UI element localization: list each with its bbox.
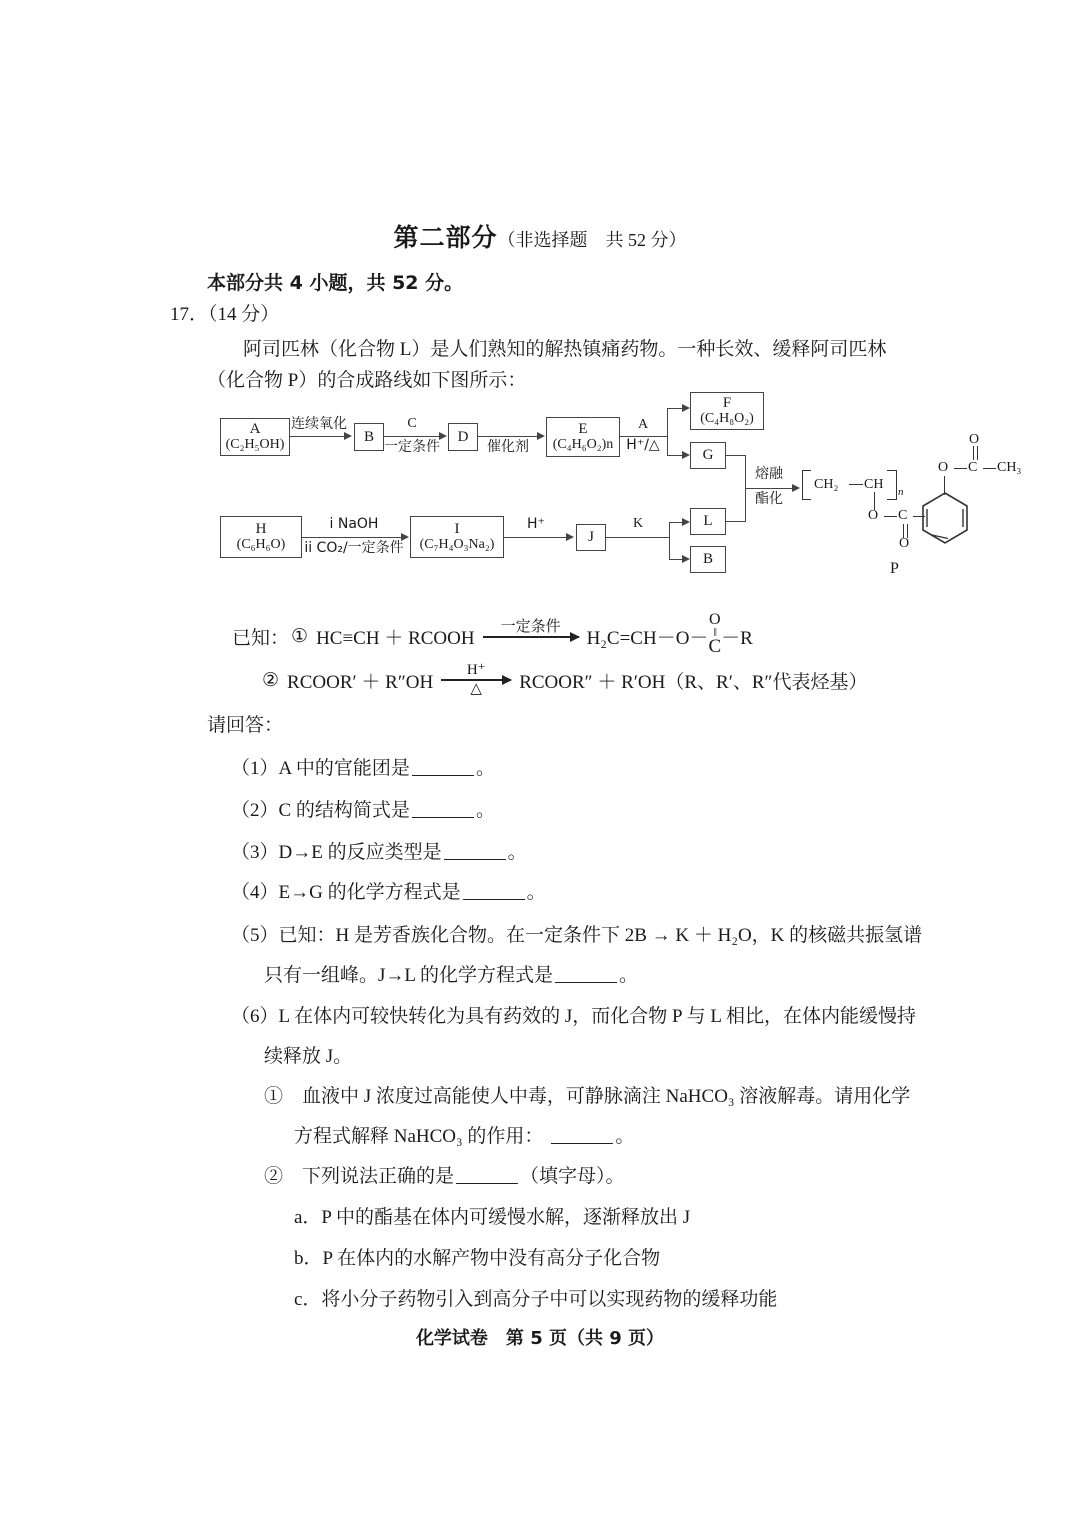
question-5-period: 。 <box>619 965 639 986</box>
known-eq2-condition-above: H⁺ <box>466 662 486 678</box>
question-5-line-2 <box>264 960 638 987</box>
question-4-period: 。 <box>526 882 546 903</box>
question-1-blank[interactable] <box>412 758 474 776</box>
condition-I-to-J: H⁺ <box>527 516 545 532</box>
branch-J-to-L-line <box>669 522 683 523</box>
polymer-P-structure <box>724 420 1022 577</box>
known-eq1-reactants: HC≡CH ＋ RCOOH <box>316 628 475 649</box>
node-A-formula: (C₂H₅OH) <box>225 437 285 452</box>
question-4 <box>231 877 546 904</box>
known-eq1-carbonyl-C: C <box>708 636 722 657</box>
bond-c-dbl-o-top-1 <box>973 446 974 460</box>
question-6-sub2-suffix: （填字母）。 <box>520 1166 625 1187</box>
polymer-ch-label: CH <box>864 477 884 492</box>
condition-D-to-E: 催化剂 <box>487 439 529 455</box>
known-prefix: 已知： <box>232 628 290 649</box>
synthesis-scheme-diagram <box>200 392 1022 577</box>
polymer-name-label: P <box>890 560 899 577</box>
question-4-blank[interactable] <box>463 882 525 900</box>
node-G-label: G <box>702 447 714 463</box>
known-equation-1 <box>232 611 753 658</box>
known-eq1-product-tail: －R <box>721 628 753 649</box>
bond-o-to-c-left <box>884 516 897 517</box>
scheme-node-J <box>576 524 606 551</box>
known-eq1-marker: ① <box>291 626 309 647</box>
question-6-sub1-line-1: ① 血液中 J 浓度过高能使人中毒，可静脉滴注 NaHCO₃ 溶液解毒。请用化学 <box>264 1086 911 1107</box>
condition-H-to-I-step2: ii CO₂/一定条件 <box>304 540 404 556</box>
branch-J-to-L-head <box>682 518 690 526</box>
question-2-period: 。 <box>475 800 495 821</box>
node-B-label: B <box>363 428 374 445</box>
question-1-period: 。 <box>475 758 495 779</box>
node-E-label: E <box>578 421 588 437</box>
known-eq2-condition-below: △ <box>470 681 482 697</box>
condition-melt: 熔融 <box>755 466 783 482</box>
condition-J-branch: K <box>632 516 644 531</box>
branch-E-to-F-head <box>682 404 690 412</box>
bond-ch2-ch <box>849 484 863 485</box>
arrow-I-to-J-line <box>504 537 567 538</box>
page-footer: 化学试卷 第 5 页（共 9 页） <box>415 1328 665 1349</box>
scheme-node-L <box>690 508 726 535</box>
branch-E-to-G-head <box>682 451 690 459</box>
polymer-carbonyl-O-left: O <box>899 536 910 551</box>
scheme-node-A <box>220 418 290 456</box>
condition-esterification: 酯化 <box>755 491 783 507</box>
question-6-sub2 <box>264 1161 625 1188</box>
bracket-left-bottom <box>802 499 811 500</box>
node-L-label: L <box>703 513 713 529</box>
scheme-node-I <box>410 516 504 558</box>
arrow-H-to-I-line <box>302 537 402 538</box>
branch-E-to-F-line <box>667 408 683 409</box>
question-6-sub1-period: 。 <box>615 1126 635 1147</box>
branch-J-vertical <box>669 522 670 560</box>
question-2-text: （2）C 的结构简式是 <box>231 800 410 821</box>
polymer-subscript-n: n <box>898 486 904 498</box>
known-equation-2 <box>262 663 867 697</box>
bracket-right-top <box>887 470 896 471</box>
polymer-ch2-label: CH₂ <box>814 477 839 492</box>
question-1-text: （1）A 中的官能团是 <box>231 758 410 779</box>
condition-E-branch-above: A <box>637 417 649 432</box>
question-3 <box>231 837 527 864</box>
branch-J-to-B-head <box>682 555 690 563</box>
known-eq1-condition: 一定条件 <box>500 618 561 635</box>
node-I-formula: (C₇H₄O₃Na₂) <box>419 537 495 552</box>
question-2 <box>231 795 495 822</box>
question-3-blank[interactable] <box>444 842 506 860</box>
bond-o-to-c-top <box>954 468 967 469</box>
condition-E-branch-below: H⁺/△ <box>626 437 660 453</box>
arrow-I-to-J-head <box>566 533 574 541</box>
arrow-A-to-B-head <box>344 432 352 440</box>
branch-E-to-G-line <box>667 455 683 456</box>
polymer-acetyl-C: C <box>968 460 978 475</box>
question-4-text: （4）E→G 的化学方程式是 <box>231 882 461 903</box>
node-J-label: J <box>588 529 594 545</box>
question-5-line-1: （5）已知：H 是芳香族化合物。在一定条件下 2B → K ＋ H₂O，K 的核磁共振氢谱 <box>231 925 923 946</box>
question-6-sub2-blank[interactable] <box>456 1166 518 1184</box>
page-title <box>0 218 1080 254</box>
scheme-node-G <box>690 442 726 469</box>
question-3-text: （3）D→E 的反应类型是 <box>231 842 442 863</box>
polymer-ester-C-left: C <box>898 508 908 523</box>
branch-J-stem <box>606 537 670 538</box>
bracket-left-top <box>802 470 811 471</box>
known-eq2-products: RCOOR″ ＋ R′OH（R、R′、R″代表烃基） <box>519 671 868 693</box>
node-H-formula: (C₆H₆O) <box>236 537 286 552</box>
question-5-blank[interactable] <box>555 965 617 983</box>
node-E-formula: (C₄H₆O₂)n <box>552 437 614 452</box>
bracket-left-vertical <box>802 470 803 500</box>
question-6-sub2-text: ② 下列说法正确的是 <box>264 1166 455 1187</box>
question-5-text: 只有一组峰。J→L 的化学方程式是 <box>264 965 554 986</box>
question-6-line-1: （6）L 在体内可较快转化为具有药效的 J，而化合物 P 与 L 相比，在体内能缓慢持 <box>231 1006 917 1027</box>
question-6-sub1-line-2 <box>294 1121 634 1148</box>
question-1 <box>231 753 495 780</box>
scheme-node-B-second <box>690 546 726 573</box>
condition-B-to-D-above: C <box>407 416 417 431</box>
condition-A-to-B: 连续氧化 <box>291 416 347 432</box>
known-eq2-arrow-line <box>441 679 511 681</box>
part-title-sub: （非选择题 共 52 分） <box>497 230 687 250</box>
node-F-formula: (C₄H₈O₂) <box>700 411 754 426</box>
intro-line-2: （化合物 P）的合成路线如下图所示： <box>207 370 527 391</box>
known-eq1-product-head: H₂C=CH－O－ <box>586 628 709 649</box>
arrow-A-to-B-line <box>290 436 345 437</box>
node-H-label: H <box>255 521 267 537</box>
question-6-sub1-text: 方程式解释 NaHCO₃ 的作用： <box>294 1126 544 1147</box>
question-2-blank[interactable] <box>412 800 474 818</box>
question-3-period: 。 <box>507 842 527 863</box>
known-eq2-arrow <box>441 663 511 697</box>
bond-c-dbl-o-top-2 <box>977 446 978 460</box>
condition-B-to-D-below: 一定条件 <box>384 439 440 455</box>
option-a: a．P 中的酯基在体内可缓慢水解，逐渐释放出 J <box>294 1207 691 1228</box>
bond-ring-to-o-top <box>944 476 945 495</box>
benzene-ring-icon <box>922 492 968 544</box>
part-title-main: 第二部分 <box>393 223 498 252</box>
bracket-right-bottom <box>887 499 896 500</box>
polymer-ester-O-left: O <box>868 508 879 523</box>
scheme-node-H <box>220 516 302 558</box>
known-eq1-carbonyl-O: O <box>709 611 721 628</box>
arrow-D-to-E-line <box>478 436 538 437</box>
question-number: 17．（14 分） <box>170 304 280 325</box>
known-eq2-reactants: RCOOR′ ＋ R″OH <box>287 671 434 693</box>
section-subheading: 本部分共 4 小题，共 52 分。 <box>207 272 464 294</box>
known-eq1-arrow-line <box>483 636 579 638</box>
known-eq2-marker: ② <box>262 669 280 691</box>
arrow-B-to-D-line <box>384 436 440 437</box>
option-b: b．P 在体内的水解产物中没有高分子化合物 <box>294 1248 661 1269</box>
condition-H-to-I-step1: i NaOH <box>329 516 379 532</box>
node-A-label: A <box>249 421 261 437</box>
intro-line-1: 阿司匹林（化合物 L）是人们熟知的解热镇痛药物。一种长效、缓释阿司匹林 <box>243 339 887 360</box>
polymer-ester-O-top: O <box>938 460 949 475</box>
node-D-label: D <box>457 428 469 445</box>
option-c: c．将小分子药物引入到高分子中可以实现药物的缓释功能 <box>294 1289 778 1310</box>
node-I-label: I <box>454 521 460 537</box>
known-eq1-arrow <box>483 620 579 654</box>
polymer-carbonyl-O-top: O <box>969 432 980 447</box>
answer-prompt: 请回答： <box>207 715 284 736</box>
bond-c-to-ch3 <box>983 468 996 469</box>
scheme-node-E <box>546 417 620 457</box>
known-eq1-double-bond-glyph: ‖ <box>713 625 716 639</box>
node-B2-label: B <box>702 551 713 567</box>
branch-J-to-B-line <box>669 559 683 560</box>
known-eq1-carbonyl <box>708 611 722 658</box>
question-6-line-2: 续释放 J。 <box>264 1046 353 1067</box>
polymer-ch3-label: CH₃ <box>997 460 1022 475</box>
question-6-sub1-blank[interactable] <box>551 1126 613 1144</box>
node-F-label: F <box>722 395 732 411</box>
